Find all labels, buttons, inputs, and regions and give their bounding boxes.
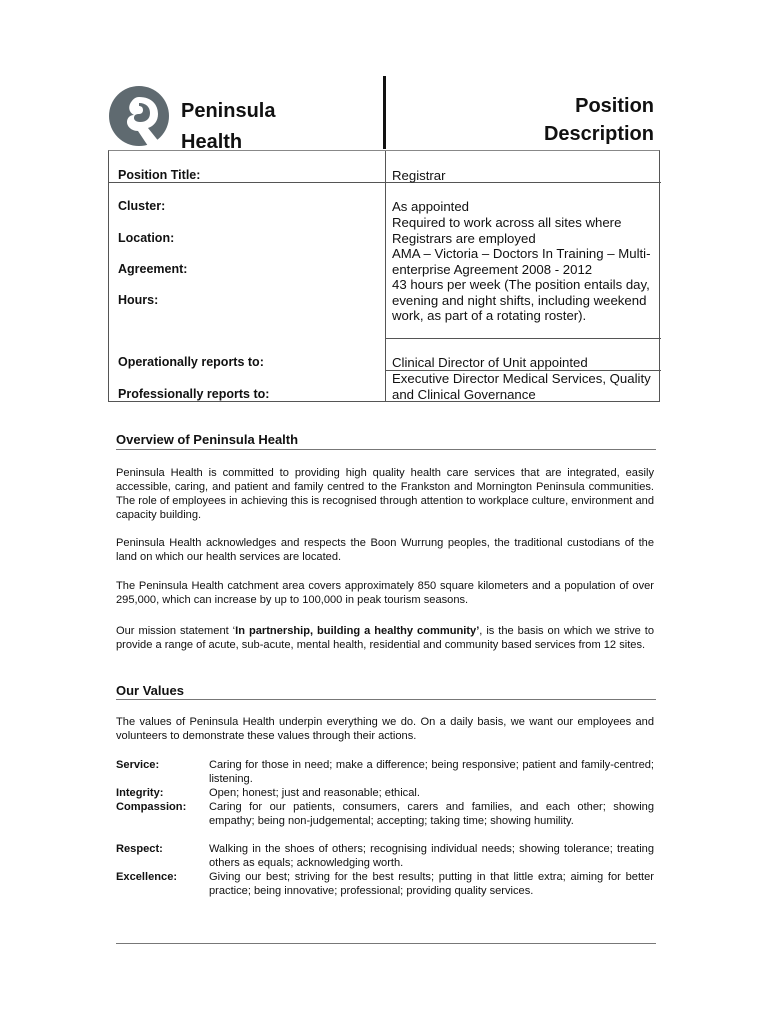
value-label-compassion: Compassion: <box>116 801 187 813</box>
document-title <box>544 92 654 148</box>
overview-paragraph-2: Peninsula Health acknowledges and respects the Boon Wurrung peoples, the traditional custodians of the land on which our health services are located. <box>116 537 654 563</box>
position-title-value: Registrar <box>392 168 446 183</box>
mission-text-end: , is the basis on which we strive to provide a range of acute, sub-acute, mental health, residential and community based services from 12 sites. <box>116 625 654 651</box>
overview-paragraph-1: Peninsula Health is committed to providing high quality health care services that are integrated, easily accessible, caring, and patient and family centred to the Frankston and Mornington Peninsula communities. The role of employees in achieving this is recognised through attention to workplace culture, environment and capacity building. <box>116 467 654 521</box>
org-name-line1: Peninsula <box>181 100 276 122</box>
position-title-label: Position Title: <box>118 168 201 182</box>
operational-reports-label: Operationally reports to: <box>118 355 264 369</box>
professional-reports-value: Executive Director Medical Services, Quality and Clinical Governance <box>392 371 651 402</box>
agreement-value: AMA – Victoria – Doctors In Training – Multi-enterprise Agreement 2008 - 2012 <box>392 246 651 277</box>
title-line1: Position <box>575 95 654 117</box>
value-text-integrity: Open; honest; just and reasonable; ethical. <box>209 787 420 799</box>
professional-reports-label: Professionally reports to: <box>118 387 270 401</box>
title-line2: Description <box>543 123 654 145</box>
operational-reports-value: Clinical Director of Unit appointed <box>392 355 588 370</box>
overview-paragraph-3: The Peninsula Health catchment area covers approximately 850 square kilometers and a population of over 295,000, which can increase by up to 100,000 in peak tourism seasons. <box>116 580 654 606</box>
cluster-value: As appointed <box>392 199 469 214</box>
footer-rule <box>116 943 656 944</box>
location-label: Location: <box>118 231 175 245</box>
mission-paragraph <box>116 624 654 652</box>
organization-name <box>181 96 275 158</box>
hours-value: 43 hours per week (The position entails day, evening and night shifts, including weekend work, as part of a rotating roster). <box>392 277 650 324</box>
agreement-label: Agreement: <box>118 262 188 276</box>
table-row-divider <box>385 338 661 339</box>
value-label-integrity: Integrity: <box>116 787 164 799</box>
value-text-respect: Walking in the shoes of others; recognising individual needs; showing tolerance; treating others as equals; acknowledging worth. <box>209 843 654 869</box>
peninsula-health-logo-icon <box>108 85 170 147</box>
position-details-table <box>108 150 660 402</box>
values-intro: The values of Peninsula Health underpin everything we do. On a daily basis, we want our employees and volunteers to demonstrate these values through their actions. <box>116 716 654 742</box>
location-value: Required to work across all sites where Registrars are employed <box>392 215 622 246</box>
value-text-excellence: Giving our best; striving for the best results; putting in that little extra; aiming for better practice; being innovative; professional; providing quality services. <box>209 871 654 897</box>
value-text-service: Caring for those in need; make a difference; being responsive; patient and family-centred; listening. <box>209 759 654 785</box>
value-label-respect: Respect: <box>116 843 163 855</box>
values-heading-rule <box>116 699 656 700</box>
hours-label: Hours: <box>118 293 159 307</box>
header-divider <box>383 76 386 149</box>
value-label-service: Service: <box>116 759 160 771</box>
value-text-compassion: Caring for our patients, consumers, carers and families, and each other; showing empathy; being non-judgemental; accepting; taking time; showing humility. <box>209 801 654 827</box>
overview-heading: Overview of Peninsula Health <box>116 432 299 447</box>
cluster-label: Cluster: <box>118 199 166 213</box>
org-name-line2: Health <box>181 131 243 153</box>
mission-statement: In partnership, building a healthy community’ <box>235 625 480 637</box>
overview-heading-rule <box>116 449 656 450</box>
value-label-excellence: Excellence: <box>116 871 178 883</box>
mission-text-start: Our mission statement ‘ <box>116 625 236 637</box>
values-heading: Our Values <box>116 683 184 698</box>
table-column-divider <box>385 151 386 401</box>
